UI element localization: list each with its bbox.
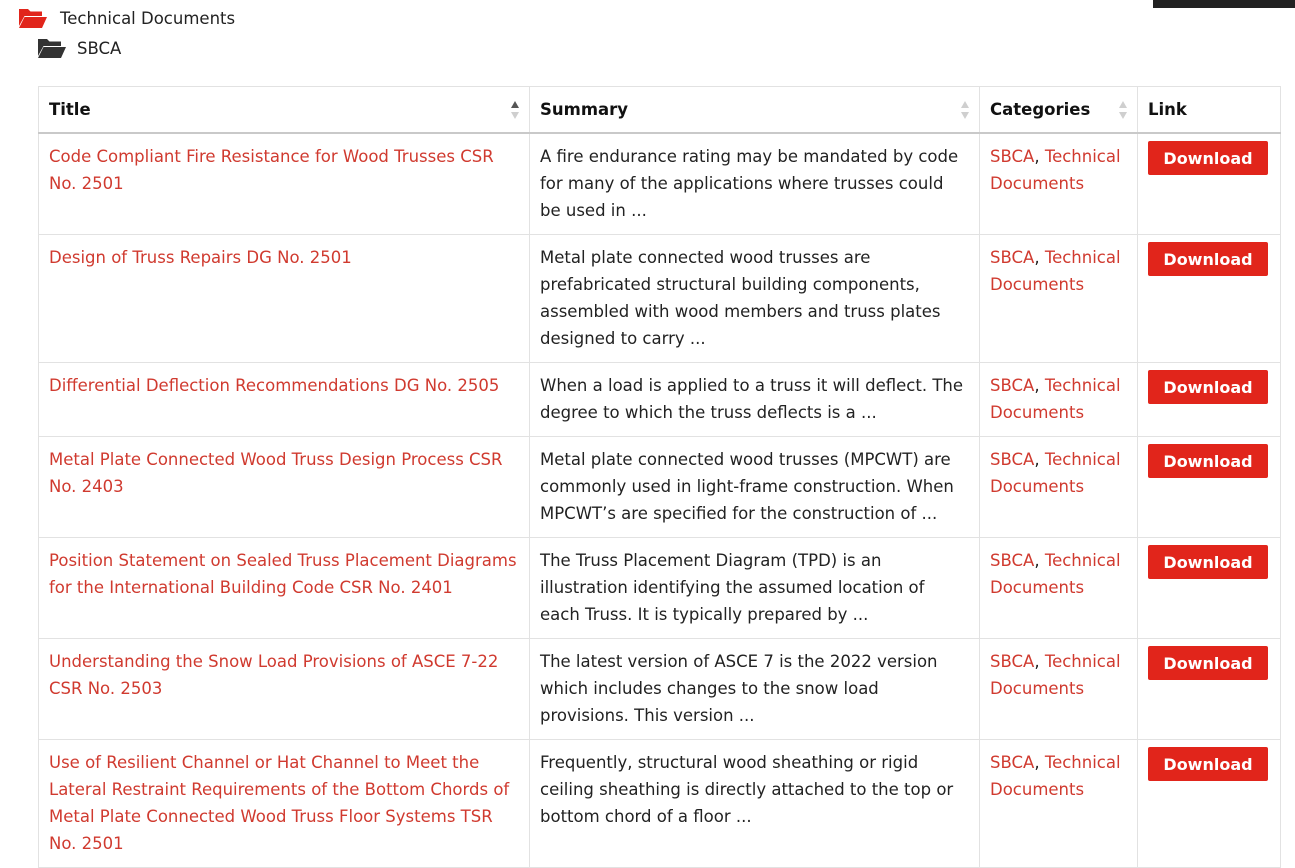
breadcrumb-label: SBCA	[77, 38, 122, 58]
folder-open-icon	[18, 7, 48, 29]
document-summary: The Truss Placement Diagram (TPD) is an illustration identifying the assumed location of each Truss. It is typically prepared by ...	[530, 538, 980, 639]
column-header-label: Title	[49, 100, 91, 119]
column-header-link	[1138, 87, 1281, 134]
sort-icon	[1119, 101, 1127, 119]
breadcrumb-label: Technical Documents	[60, 8, 236, 28]
download-button[interactable]: Download	[1148, 242, 1268, 276]
category-link-technical-documents[interactable]: Technical Documents	[990, 753, 1121, 799]
link-cell	[1138, 740, 1281, 868]
table-row	[39, 133, 1281, 235]
category-separator: ,	[1034, 248, 1045, 267]
link-cell	[1138, 437, 1281, 538]
sort-ascending-icon	[511, 101, 519, 119]
link-cell	[1138, 538, 1281, 639]
category-separator: ,	[1034, 652, 1045, 671]
link-cell	[1138, 363, 1281, 437]
category-cell	[980, 538, 1138, 639]
folder-open-icon	[37, 37, 67, 59]
category-cell	[980, 740, 1138, 868]
category-link-sbca[interactable]: SBCA	[990, 147, 1035, 166]
download-button[interactable]: Download	[1148, 747, 1268, 781]
document-summary: Frequently, structural wood sheathing or rigid ceiling sheathing is directly attached to the top or bottom chord of a floor ...	[530, 740, 980, 868]
category-separator: ,	[1034, 551, 1045, 570]
column-header-label: Link	[1148, 100, 1187, 119]
table-header-row	[39, 87, 1281, 134]
category-cell	[980, 133, 1138, 235]
document-summary: The latest version of ASCE 7 is the 2022 version which includes changes to the snow load provisions. This version ...	[530, 639, 980, 740]
download-button[interactable]: Download	[1148, 444, 1268, 478]
document-title-link[interactable]: Code Compliant Fire Resistance for Wood Trusses CSR No. 2501	[39, 133, 530, 235]
category-separator: ,	[1034, 376, 1045, 395]
document-summary: When a load is applied to a truss it will deflect. The degree to which the truss deflects is a ...	[530, 363, 980, 437]
category-cell	[980, 639, 1138, 740]
sort-icon	[961, 101, 969, 119]
category-link-technical-documents[interactable]: Technical Documents	[990, 652, 1121, 698]
link-cell	[1138, 235, 1281, 363]
table-row	[39, 740, 1281, 868]
category-link-technical-documents[interactable]: Technical Documents	[990, 376, 1121, 422]
column-header-categories[interactable]	[980, 87, 1138, 134]
document-summary: Metal plate connected wood trusses are prefabricated structural building components, assembled with wood members and truss plates designed to carry ...	[530, 235, 980, 363]
category-separator: ,	[1034, 753, 1045, 772]
category-link-sbca[interactable]: SBCA	[990, 376, 1035, 395]
documents-table	[38, 86, 1281, 868]
category-cell	[980, 437, 1138, 538]
column-header-summary[interactable]	[530, 87, 980, 134]
column-header-label: Summary	[540, 100, 629, 119]
table-row	[39, 538, 1281, 639]
download-button[interactable]: Download	[1148, 370, 1268, 404]
top-bar	[1153, 0, 1295, 8]
table-row	[39, 363, 1281, 437]
document-title-link[interactable]: Design of Truss Repairs DG No. 2501	[39, 235, 530, 363]
category-link-sbca[interactable]: SBCA	[990, 652, 1035, 671]
category-separator: ,	[1034, 450, 1045, 469]
download-button[interactable]: Download	[1148, 141, 1268, 175]
table-row	[39, 639, 1281, 740]
document-title-link[interactable]: Use of Resilient Channel or Hat Channel to Meet the Lateral Restraint Requirements of the Bottom Chords of Metal Plate Connected Wood Truss Floor Systems TSR No. 2501	[39, 740, 530, 868]
table-row	[39, 437, 1281, 538]
category-link-technical-documents[interactable]: Technical Documents	[990, 147, 1121, 193]
link-cell	[1138, 133, 1281, 235]
column-header-label: Categories	[990, 100, 1091, 119]
category-link-sbca[interactable]: SBCA	[990, 248, 1035, 267]
category-link-technical-documents[interactable]: Technical Documents	[990, 248, 1121, 294]
category-link-sbca[interactable]: SBCA	[990, 450, 1035, 469]
column-header-title[interactable]	[39, 87, 530, 134]
download-button[interactable]: Download	[1148, 545, 1268, 579]
category-cell	[980, 363, 1138, 437]
document-summary: Metal plate connected wood trusses (MPCWT) are commonly used in light-frame construction. When MPCWT’s are specified for the construction of ...	[530, 437, 980, 538]
document-title-link[interactable]: Metal Plate Connected Wood Truss Design Process CSR No. 2403	[39, 437, 530, 538]
document-title-link[interactable]: Position Statement on Sealed Truss Placement Diagrams for the International Building Code CSR No. 2401	[39, 538, 530, 639]
category-link-technical-documents[interactable]: Technical Documents	[990, 551, 1121, 597]
breadcrumb-sbca[interactable]	[37, 37, 121, 59]
category-link-sbca[interactable]: SBCA	[990, 753, 1035, 772]
category-link-sbca[interactable]: SBCA	[990, 551, 1035, 570]
breadcrumb-technical-documents[interactable]	[18, 7, 235, 29]
document-summary: A fire endurance rating may be mandated by code for many of the applications where trusses could be used in ...	[530, 133, 980, 235]
category-link-technical-documents[interactable]: Technical Documents	[990, 450, 1121, 496]
category-separator: ,	[1034, 147, 1045, 166]
document-title-link[interactable]: Understanding the Snow Load Provisions of ASCE 7-22 CSR No. 2503	[39, 639, 530, 740]
link-cell	[1138, 639, 1281, 740]
table-row	[39, 235, 1281, 363]
download-button[interactable]: Download	[1148, 646, 1268, 680]
document-title-link[interactable]: Differential Deflection Recommendations DG No. 2505	[39, 363, 530, 437]
category-cell	[980, 235, 1138, 363]
